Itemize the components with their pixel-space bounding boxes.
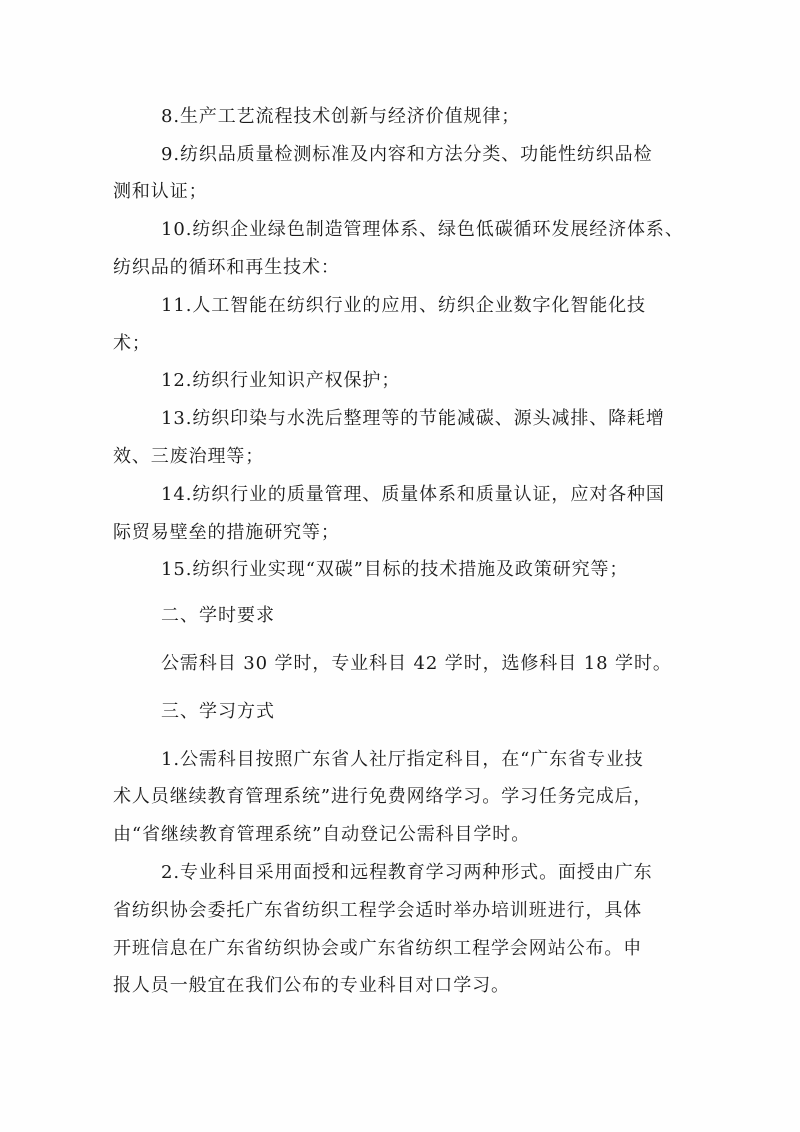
item-12: 12.纺织行业知识产权保护； — [161, 370, 401, 391]
item-14-line-2: 际贸易壁垒的措施研究等； — [113, 522, 340, 543]
item-14-line-1: 14.纺织行业的质量管理、质量体系和质量认证，应对各种国 — [161, 484, 665, 505]
method-2-line-3: 开班信息在广东省纺织协会或广东省纺织工程学会网站公布。申 — [113, 938, 643, 959]
item-10-line-1: 10.纺织企业绿色制造管理体系、绿色低碳循环发展经济体系、 — [161, 219, 684, 240]
method-1-line-2: 术人员继续教育管理系统”进行免费网络学习。学习任务完成后， — [113, 786, 653, 807]
item-11-line-1: 11.人工智能在纺织行业的应用、纺织企业数字化智能化技 — [161, 295, 646, 316]
item-15: 15.纺织行业实现“双碳”目标的技术措施及政策研究等； — [161, 559, 629, 580]
item-8: 8.生产工艺流程技术创新与经济价值规律； — [161, 106, 521, 127]
item-13-line-2: 效、三废治理等； — [113, 446, 265, 467]
method-2-line-4: 报人员一般宜在我们公布的专业科目对口学习。 — [113, 975, 510, 996]
method-2-line-1: 2.专业科目采用面授和远程教育学习两种形式。面授由广东 — [161, 862, 653, 883]
item-9-line-1: 9.纺织品质量检测标准及内容和方法分类、功能性纺织品检 — [161, 144, 653, 165]
method-1-line-1: 1.公需科目按照广东省人社厅指定科目，在“广东省专业技 — [161, 749, 644, 770]
method-2-line-2: 省纺织协会委托广东省纺织工程学会适时举办培训班进行，具体 — [113, 900, 643, 921]
study-hours-text: 公需科目 30 学时，专业科目 42 学时，选修科目 18 学时。 — [161, 653, 672, 674]
section-heading-study-method: 三、学习方式 — [161, 701, 275, 722]
method-1-line-3: 由“省继续教育管理系统”自动登记公需科目学时。 — [113, 824, 531, 845]
item-11-line-2: 术； — [113, 333, 151, 354]
item-10-line-2: 纺织品的循环和再生技术： — [113, 257, 340, 278]
section-heading-study-hours: 二、学时要求 — [161, 605, 275, 626]
item-13-line-1: 13.纺织印染与水洗后整理等的节能减碳、源头减排、降耗增 — [161, 408, 665, 429]
item-9-line-2: 测和认证； — [113, 181, 208, 202]
